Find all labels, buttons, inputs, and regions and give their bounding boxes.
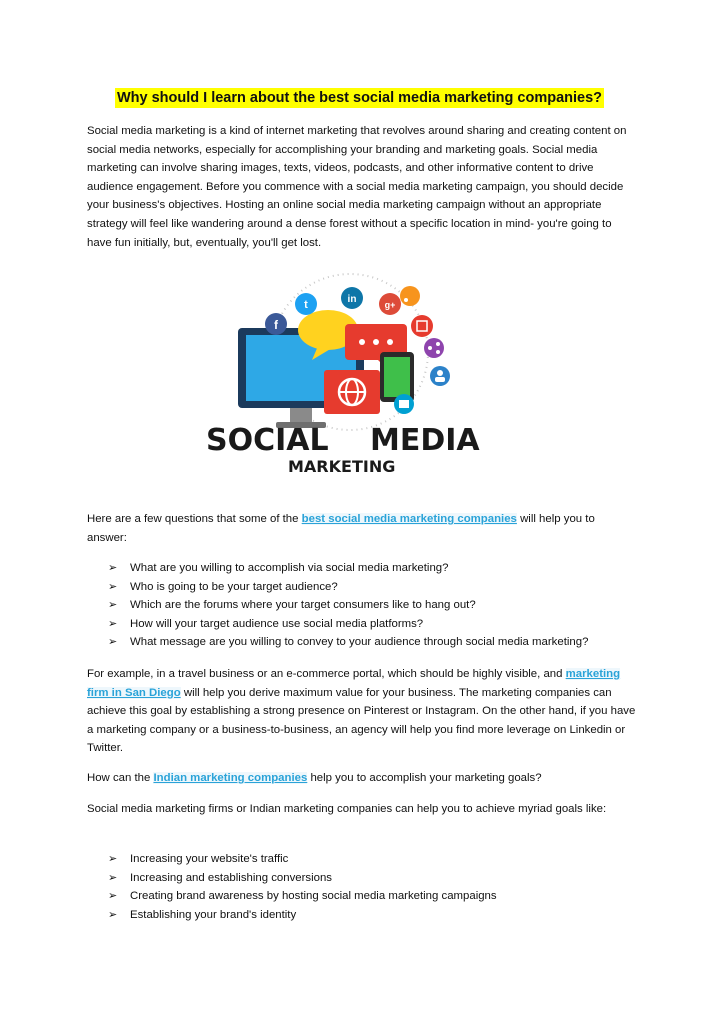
list-item [108,869,497,888]
list-item-text: Establishing your brand's identity [130,908,297,921]
bullet-arrow-icon: ➢ [108,871,118,884]
image-text-social: SOCIAL [206,423,329,458]
list-item-text: Who is going to be your target audience? [130,580,338,593]
svg-text:g+: g+ [384,300,396,310]
bullet-arrow-icon: ➢ [108,908,118,921]
list-item [108,578,588,597]
list-item-text: Which are the forums where your target consumers like to hang out? [130,599,476,612]
intro-paragraph: Social media marketing is a kind of internet marketing that revolves around sharing and creating content on social media networks, especially for accomplishing your branding and marketing goals. Social media marketing can involve sharing images, texts, videos, podcasts, and other informative content to drive audience engagement. Before you commence with a social media marketing campaign, you should decide your business's objectives. Hosting an online social media marketing campaign without an appropriate strategy will feel like wandering around a dense forest without a specific location in mind- you're going to have fun initially, but, eventually, you'll get lost. [87,125,627,249]
svg-text:in: in [347,294,357,305]
questions-list [108,559,588,652]
list-item [108,633,588,652]
image-text-marketing: MARKETING [288,457,396,476]
goals-intro-paragraph: Social media marketing firms or Indian marketing companies can help you to achieve myriad goals like: [87,803,607,815]
indian-marketing-companies-link[interactable]: Indian marketing companies [153,772,308,784]
example-paragraph [87,665,637,758]
marketing-firm-san-diego-link[interactable]: marketing firm in San Diego [87,668,621,699]
list-item-text: Increasing and establishing conversions [130,871,332,884]
edit-icon [411,315,433,337]
share-icon [424,338,444,358]
bullet-arrow-icon: ➢ [108,636,118,649]
people-icon [430,366,450,386]
image-text-media: MEDIA [370,423,480,458]
list-item [108,596,588,615]
illustration-svg [200,272,500,497]
questions-intro-after: will help you to answer: [87,513,595,544]
bullet-arrow-icon: ➢ [108,599,118,612]
questions-intro-before: Here are a few questions that some of the [87,513,302,525]
list-item [108,906,497,925]
social-media-marketing-image [200,272,500,497]
list-item [108,559,588,578]
list-item [108,850,497,869]
tablet-icon [380,352,414,402]
list-item-text: Creating brand awareness by hosting social media marketing campaigns [130,890,497,903]
title-wrap [0,88,719,108]
bullet-arrow-icon: ➢ [108,853,118,865]
list-item-text: Increasing your website's traffic [130,853,289,865]
bullet-arrow-icon: ➢ [108,890,118,903]
list-item-text: What message are you willing to convey to your audience through social media marketing? [130,636,589,649]
bullet-arrow-icon: ➢ [108,580,118,593]
bullet-arrow-icon: ➢ [108,562,118,574]
twitter-icon [295,293,317,315]
linkedin-icon [341,287,363,309]
list-item [108,615,588,634]
example-after: will help you derive maximum value for your business. The marketing companies can achieve this goal by establishing a strong presence on Pinterest or Instagram. On the other hand, if you have a marketing company or a business-to-business, an agency will help you find more leverage on Linkedin or Twitter. [87,686,636,755]
goals-list [108,850,497,924]
example-before: For example, in a travel business or an e-commerce portal, which should be highly visible, and [87,668,566,680]
questions-intro-paragraph [87,510,637,547]
google-plus-icon [379,293,401,315]
bullet-arrow-icon: ➢ [108,617,118,630]
best-smm-companies-link[interactable]: best social media marketing companies [301,513,517,525]
video-icon [394,394,414,414]
page-title: Why should I learn about the best social media marketing companies? [116,90,603,106]
how-can-after: help you to accomplish your marketing goals? [307,772,542,784]
list-item-text: How will your target audience use social media platforms? [130,617,424,630]
facebook-icon [265,313,287,335]
svg-text:t: t [304,299,308,311]
svg-text:f: f [274,318,278,332]
globe-icon [324,370,380,414]
how-can-paragraph [87,769,637,788]
list-item [108,887,497,906]
how-can-before: How can the [87,772,154,784]
rss-icon [400,286,420,306]
list-item-text: What are you willing to accomplish via social media marketing? [130,562,449,574]
